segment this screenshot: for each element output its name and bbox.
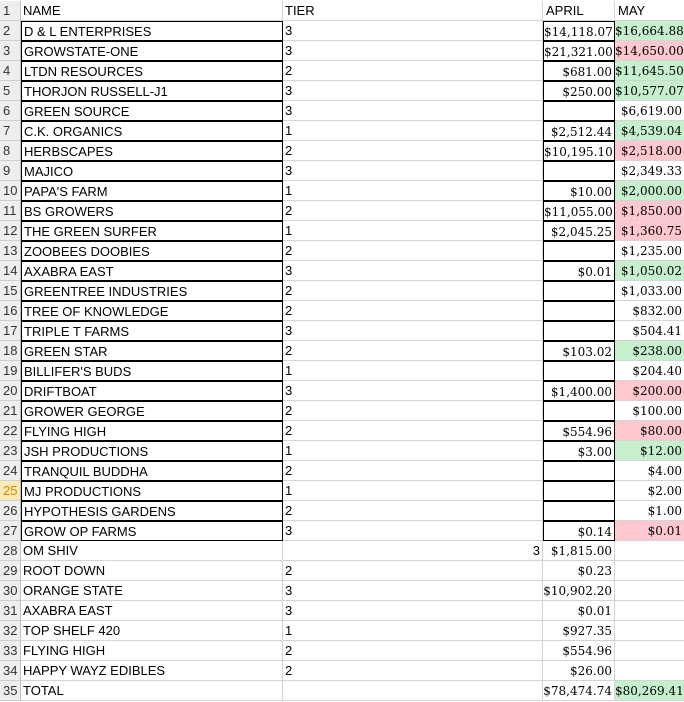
name-cell[interactable]: BS GROWERS — [21, 201, 283, 221]
april-cell[interactable] — [543, 161, 615, 181]
may-cell[interactable]: $1.00 — [615, 501, 684, 521]
tier-cell[interactable]: 1 — [283, 621, 543, 641]
april-cell[interactable]: $3.00 — [543, 441, 615, 461]
april-cell[interactable] — [543, 481, 615, 501]
row-number[interactable]: 31 — [0, 601, 21, 621]
april-cell[interactable]: $10,195.10 — [543, 141, 615, 161]
name-cell[interactable]: THE GREEN SURFER — [21, 221, 283, 241]
april-cell[interactable]: $10,902.20 — [543, 581, 615, 601]
name-cell[interactable]: GROWER GEORGE — [21, 401, 283, 421]
tier-cell[interactable]: 1 — [283, 361, 543, 381]
name-cell[interactable]: JSH PRODUCTIONS — [21, 441, 283, 461]
row-number[interactable]: 14 — [0, 261, 21, 281]
name-cell[interactable]: ROOT DOWN — [21, 561, 283, 581]
april-cell[interactable]: $681.00 — [543, 61, 615, 81]
april-cell[interactable]: $26.00 — [543, 661, 615, 681]
name-cell[interactable]: MJ PRODUCTIONS — [21, 481, 283, 501]
april-cell[interactable]: $78,474.74 — [543, 681, 615, 701]
may-cell[interactable]: $504.41 — [615, 321, 684, 341]
tier-cell[interactable]: 2 — [283, 661, 543, 681]
may-cell[interactable]: $10,577.07 — [615, 81, 684, 101]
table-row — [0, 221, 684, 241]
may-cell[interactable]: $2,000.00 — [615, 181, 684, 201]
table-row — [0, 81, 684, 101]
row-number[interactable]: 9 — [0, 161, 21, 181]
may-column-header[interactable]: MAY — [615, 1, 684, 21]
table-row — [0, 601, 684, 621]
tier-cell[interactable] — [283, 681, 543, 701]
may-cell[interactable]: $80,269.41 — [615, 681, 684, 701]
row-number[interactable]: 7 — [0, 121, 21, 141]
april-cell[interactable]: $21,321.00 — [543, 41, 615, 61]
tier-cell[interactable]: 2 — [283, 641, 543, 661]
april-cell[interactable] — [543, 361, 615, 381]
name-column-header[interactable]: NAME — [21, 1, 283, 21]
name-cell[interactable]: HYPOTHESIS GARDENS — [21, 501, 283, 521]
tier-cell[interactable]: 3 — [283, 601, 543, 621]
table-row — [0, 321, 684, 341]
row-number[interactable]: 5 — [0, 81, 21, 101]
row-number[interactable]: 13 — [0, 241, 21, 261]
tier-cell[interactable]: 1 — [283, 221, 543, 241]
row-number[interactable]: 35 — [0, 681, 21, 701]
table-row — [0, 21, 684, 41]
may-cell[interactable]: $14,650.00 — [615, 41, 684, 61]
april-cell[interactable] — [543, 301, 615, 321]
may-cell[interactable]: $11,645.50 — [615, 61, 684, 81]
may-cell[interactable]: $204.40 — [615, 361, 684, 381]
table-row — [0, 101, 684, 121]
april-cell[interactable]: $927.35 — [543, 621, 615, 641]
table-row — [0, 561, 684, 581]
table-row — [0, 681, 684, 701]
row-number[interactable]: 4 — [0, 61, 21, 81]
tier-cell[interactable]: 2 — [283, 501, 543, 521]
tier-cell[interactable]: 3 — [283, 581, 543, 601]
may-cell[interactable]: $238.00 — [615, 341, 684, 361]
april-cell[interactable]: $554.96 — [543, 421, 615, 441]
april-cell[interactable]: $1,400.00 — [543, 381, 615, 401]
tier-cell[interactable]: 3 — [283, 321, 543, 341]
name-cell[interactable]: OM SHIV — [21, 541, 283, 561]
table-row — [0, 281, 684, 301]
table-row — [0, 301, 684, 321]
tier-cell[interactable]: 1 — [283, 121, 543, 141]
name-cell[interactable]: AXABRA EAST — [21, 261, 283, 281]
may-cell[interactable]: $4.00 — [615, 461, 684, 481]
header-row — [0, 1, 684, 21]
tier-cell[interactable]: 2 — [283, 561, 543, 581]
name-cell[interactable]: GROWSTATE-ONE — [21, 41, 283, 61]
table-row — [0, 61, 684, 81]
may-cell[interactable]: $2,518.00 — [615, 141, 684, 161]
may-cell[interactable]: $0.01 — [615, 521, 684, 541]
name-cell[interactable]: ORANGE STATE — [21, 581, 283, 601]
row-number[interactable]: 11 — [0, 201, 21, 221]
table-row — [0, 361, 684, 381]
tier-cell[interactable]: 2 — [283, 281, 543, 301]
row-number[interactable]: 8 — [0, 141, 21, 161]
tier-cell[interactable]: 2 — [283, 301, 543, 321]
table-row — [0, 141, 684, 161]
april-column-header[interactable]: APRIL — [543, 1, 615, 21]
name-cell[interactable]: BILLIFER'S BUDS — [21, 361, 283, 381]
tier-cell[interactable]: 1 — [283, 181, 543, 201]
may-cell[interactable]: $4,539.04 — [615, 121, 684, 141]
april-cell[interactable]: $0.01 — [543, 601, 615, 621]
table-row — [0, 181, 684, 201]
name-cell[interactable]: ZOOBEES DOOBIES — [21, 241, 283, 261]
name-cell[interactable]: GREENTREE INDUSTRIES — [21, 281, 283, 301]
table-row — [0, 201, 684, 221]
table-row — [0, 421, 684, 441]
tier-cell[interactable]: 3 — [283, 21, 543, 41]
row-number[interactable]: 20 — [0, 381, 21, 401]
name-cell[interactable]: GREEN SOURCE — [21, 101, 283, 121]
name-cell[interactable]: TREE OF KNOWLEDGE — [21, 301, 283, 321]
may-cell[interactable]: $80.00 — [615, 421, 684, 441]
name-cell[interactable]: LTDN RESOURCES — [21, 61, 283, 81]
name-cell[interactable]: TRANQUIL BUDDHA — [21, 461, 283, 481]
may-cell[interactable] — [615, 621, 684, 641]
may-cell[interactable]: $2.00 — [615, 481, 684, 501]
may-cell[interactable]: $100.00 — [615, 401, 684, 421]
table-row — [0, 541, 684, 561]
row-number[interactable]: 17 — [0, 321, 21, 341]
table-row — [0, 341, 684, 361]
name-cell[interactable]: HAPPY WAYZ EDIBLES — [21, 661, 283, 681]
tier-cell[interactable]: 2 — [283, 461, 543, 481]
tier-column-header[interactable]: TIER — [283, 1, 543, 21]
april-cell[interactable]: $0.14 — [543, 521, 615, 541]
row-number[interactable]: 10 — [0, 181, 21, 201]
april-cell[interactable]: $14,118.07 — [543, 21, 615, 41]
name-cell[interactable]: D & L ENTERPRISES — [21, 21, 283, 41]
may-cell[interactable]: $1,360.75 — [615, 221, 684, 241]
tier-cell[interactable]: 1 — [283, 481, 543, 501]
april-cell[interactable]: $250.00 — [543, 81, 615, 101]
name-cell[interactable]: HERBSCAPES — [21, 141, 283, 161]
april-cell[interactable] — [543, 321, 615, 341]
name-cell[interactable]: PAPA'S FARM — [21, 181, 283, 201]
tier-cell[interactable]: 3 — [283, 161, 543, 181]
table-row — [0, 261, 684, 281]
row-number[interactable]: 21 — [0, 401, 21, 421]
table-row — [0, 661, 684, 681]
april-cell[interactable]: $0.01 — [543, 261, 615, 281]
april-cell[interactable] — [543, 461, 615, 481]
name-cell[interactable]: TRIPLE T FARMS — [21, 321, 283, 341]
may-cell[interactable]: $1,050.02 — [615, 261, 684, 281]
tier-cell[interactable]: 2 — [283, 421, 543, 441]
may-cell[interactable] — [615, 661, 684, 681]
may-cell[interactable]: $1,235.00 — [615, 241, 684, 261]
april-cell[interactable]: $103.02 — [543, 341, 615, 361]
may-cell[interactable] — [615, 641, 684, 661]
table-row — [0, 441, 684, 461]
row-number[interactable]: 25 — [0, 481, 21, 501]
tier-cell[interactable]: 2 — [283, 201, 543, 221]
tier-cell[interactable]: 2 — [283, 341, 543, 361]
row-number[interactable]: 28 — [0, 541, 21, 561]
may-cell[interactable]: $1,850.00 — [615, 201, 684, 221]
name-cell[interactable]: TOP SHELF 420 — [21, 621, 283, 641]
may-cell[interactable] — [615, 541, 684, 561]
row-number[interactable]: 30 — [0, 581, 21, 601]
april-cell[interactable]: $2,045.25 — [543, 221, 615, 241]
april-cell[interactable]: $2,512.44 — [543, 121, 615, 141]
table-row — [0, 381, 684, 401]
row-number[interactable]: 1 — [0, 1, 21, 21]
tier-cell[interactable]: 1 — [283, 441, 543, 461]
tier-cell[interactable]: 3 — [283, 521, 543, 541]
tier-cell[interactable]: 2 — [283, 141, 543, 161]
tier-cell[interactable]: 2 — [283, 61, 543, 81]
row-number[interactable]: 34 — [0, 661, 21, 681]
name-cell[interactable]: TOTAL — [21, 681, 283, 701]
table-row — [0, 641, 684, 661]
april-cell[interactable] — [543, 101, 615, 121]
may-cell[interactable]: $2,349.33 — [615, 161, 684, 181]
row-number[interactable]: 32 — [0, 621, 21, 641]
row-number[interactable]: 22 — [0, 421, 21, 441]
tier-cell[interactable]: 3 — [283, 261, 543, 281]
tier-value: 3 — [532, 543, 540, 558]
table-row — [0, 481, 684, 501]
row-number[interactable]: 26 — [0, 501, 21, 521]
tier-cell[interactable]: 2 — [283, 401, 543, 421]
name-cell[interactable]: DRIFTBOAT — [21, 381, 283, 401]
may-cell[interactable] — [615, 601, 684, 621]
april-cell[interactable]: $1,815.00 — [543, 541, 615, 561]
table-row — [0, 161, 684, 181]
row-number[interactable]: 19 — [0, 361, 21, 381]
name-cell[interactable]: GROW OP FARMS — [21, 521, 283, 541]
april-cell[interactable] — [543, 281, 615, 301]
name-cell[interactable]: THORJON RUSSELL-J1 — [21, 81, 283, 101]
row-number[interactable]: 3 — [0, 41, 21, 61]
row-number[interactable]: 33 — [0, 641, 21, 661]
tier-cell[interactable]: 3 — [283, 81, 543, 101]
may-cell[interactable]: $16,664.88 — [615, 21, 684, 41]
row-number[interactable]: 23 — [0, 441, 21, 461]
name-cell[interactable]: GREEN STAR — [21, 341, 283, 361]
row-number[interactable]: 29 — [0, 561, 21, 581]
may-cell[interactable] — [615, 561, 684, 581]
table-row — [0, 581, 684, 601]
may-cell[interactable]: $6,619.00 — [615, 101, 684, 121]
table-row — [0, 121, 684, 141]
april-cell[interactable]: $554.96 — [543, 641, 615, 661]
name-cell[interactable]: MAJICO — [21, 161, 283, 181]
table-row — [0, 41, 684, 61]
tier-cell[interactable]: 3 — [283, 381, 543, 401]
april-cell[interactable] — [543, 401, 615, 421]
name-cell[interactable]: AXABRA EAST — [21, 601, 283, 621]
may-cell[interactable]: $832.00 — [615, 301, 684, 321]
tier-cell[interactable]: 3 — [283, 41, 543, 61]
tier-cell[interactable]: 2 — [283, 241, 543, 261]
table-row — [0, 401, 684, 421]
april-cell[interactable]: $10.00 — [543, 181, 615, 201]
april-cell[interactable]: $11,055.00 — [543, 201, 615, 221]
row-number[interactable]: 6 — [0, 101, 21, 121]
table-row — [0, 241, 684, 261]
row-number[interactable]: 18 — [0, 341, 21, 361]
may-cell[interactable]: $1,033.00 — [615, 281, 684, 301]
april-cell[interactable]: $0.23 — [543, 561, 615, 581]
name-cell[interactable]: FLYING HIGH — [21, 421, 283, 441]
name-cell[interactable]: FLYING HIGH — [21, 641, 283, 661]
may-cell[interactable] — [615, 581, 684, 601]
table-row — [0, 621, 684, 641]
april-cell[interactable] — [543, 501, 615, 521]
may-cell[interactable]: $12.00 — [615, 441, 684, 461]
table-row — [0, 501, 684, 521]
tier-cell[interactable]: 3 — [283, 101, 543, 121]
row-number[interactable]: 24 — [0, 461, 21, 481]
may-cell[interactable]: $200.00 — [615, 381, 684, 401]
row-number[interactable]: 16 — [0, 301, 21, 321]
name-cell[interactable]: C.K. ORGANICS — [21, 121, 283, 141]
row-number[interactable]: 27 — [0, 521, 21, 541]
april-cell[interactable] — [543, 241, 615, 261]
table-row — [0, 461, 684, 481]
row-number[interactable]: 12 — [0, 221, 21, 241]
table-row — [0, 521, 684, 541]
row-number[interactable]: 15 — [0, 281, 21, 301]
tier-cell[interactable] — [283, 541, 543, 561]
row-number[interactable]: 2 — [0, 21, 21, 41]
